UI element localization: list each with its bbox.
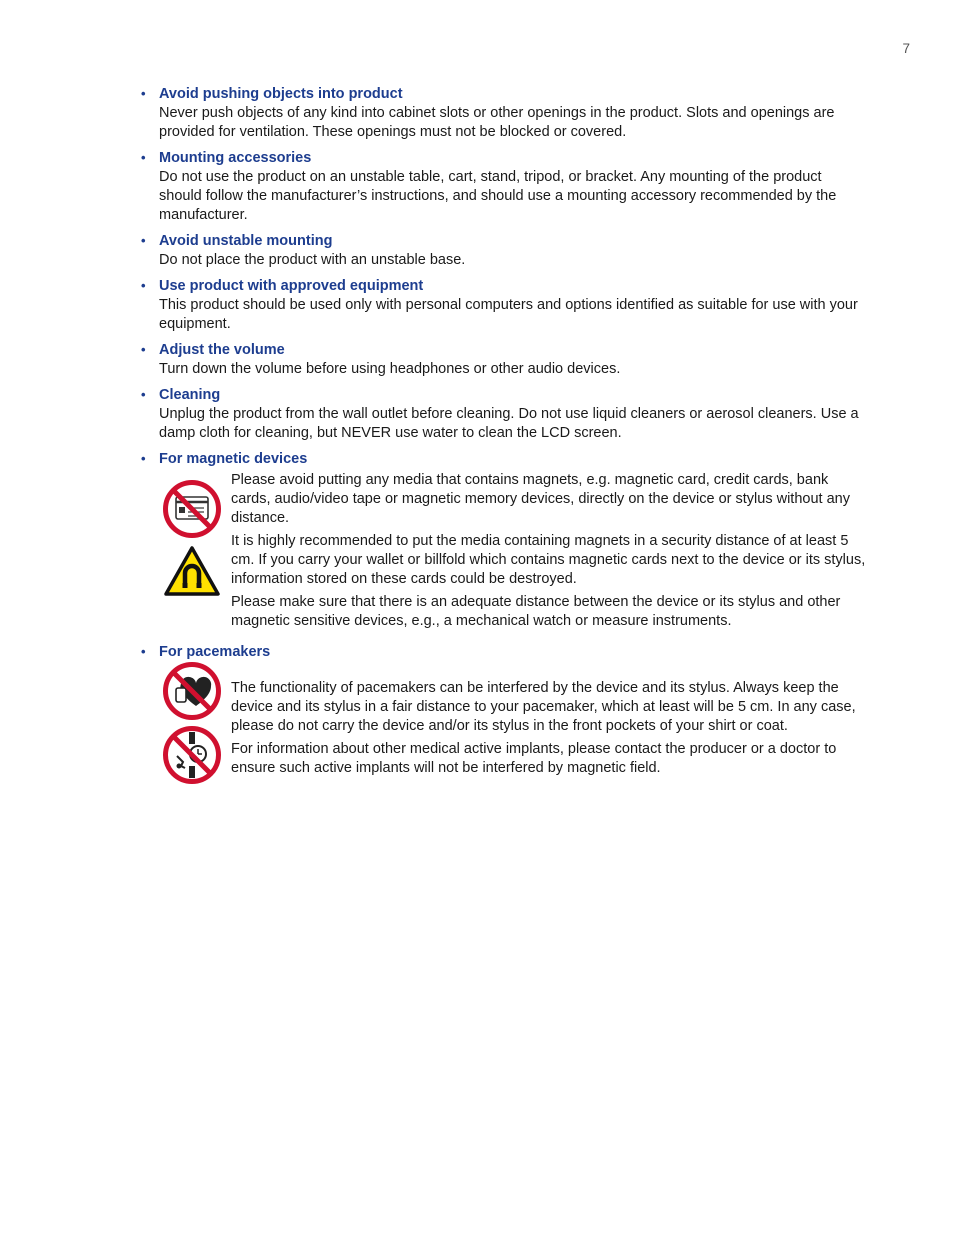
pacemaker-icon-block	[140, 662, 866, 778]
magnetic-paragraph: Please avoid putting any media that contains magnets, e.g. magnetic card, credit cards, bank cards, audio/video tape or magnetic memory devices, directly on the device or stylus without any distance.	[231, 472, 850, 526]
no-metal-implants-icon	[163, 726, 221, 784]
section-heading: Avoid pushing objects into product	[159, 86, 403, 102]
section-heading: For pacemakers	[159, 644, 271, 660]
bullet: •	[141, 451, 146, 466]
section-approved-equipment	[140, 277, 866, 334]
section-cleaning	[140, 386, 866, 443]
section-body: Do not use the product on an unstable table, cart, stand, tripod, or bracket. Any mounting of the product should follow the manufacturer’s instructions, and should use a mounting accessory recommended by the manufacturer.	[159, 169, 837, 223]
section-heading: Avoid unstable mounting	[159, 233, 333, 249]
pacemaker-paragraph: The functionality of pacemakers can be interfered by the device and its stylus. Always keep the device and its stylus in a fair distance to your pacemaker, which at least will be 5 cm. In any case, please do not carry the device and/or its stylus in the front pockets of your shirt or coat.	[231, 680, 856, 734]
section-body: Unplug the product from the wall outlet before cleaning. Do not use liquid cleaners or aerosol cleaners. Use a damp cloth for cleaning, but NEVER use water to clean the LCD screen.	[159, 406, 859, 441]
no-magnetic-cards-icon	[163, 480, 221, 538]
section-heading: Use product with approved equipment	[159, 278, 424, 294]
pacemaker-paragraph: For information about other medical active implants, please contact the producer or a doctor to ensure such active implants will not be interfered by magnetic field.	[231, 741, 837, 776]
section-avoid-pushing-objects	[140, 85, 866, 142]
section-heading: Mounting accessories	[159, 150, 312, 166]
magnetic-text	[231, 471, 866, 631]
pacemaker-icons	[163, 662, 221, 784]
section-mounting-accessories	[140, 149, 866, 225]
no-pacemaker-icon	[163, 662, 221, 720]
bullet: •	[141, 278, 146, 293]
section-heading: Cleaning	[159, 387, 221, 403]
magnetic-icon-block	[140, 471, 866, 631]
magnetic-paragraph: Please make sure that there is an adequate distance between the device or its stylus and other magnetic sensitive devices, e.g., a mechanical watch or measure instruments.	[231, 594, 841, 629]
section-heading: For magnetic devices	[159, 451, 308, 467]
section-heading: Adjust the volume	[159, 342, 285, 358]
section-body: Do not place the product with an unstable base.	[159, 252, 466, 268]
magnetic-field-warning-icon	[163, 545, 221, 597]
section-body: This product should be used only with personal computers and options identified as suitable for use with your equipment.	[159, 297, 858, 332]
bullet: •	[141, 387, 146, 402]
page-number: 7	[902, 41, 910, 56]
section-body: Turn down the volume before using headphones or other audio devices.	[159, 361, 621, 377]
bullet: •	[141, 342, 146, 357]
bullet: •	[141, 644, 146, 659]
pacemaker-text	[231, 662, 866, 778]
section-avoid-unstable-mounting	[140, 232, 866, 270]
bullet: •	[141, 86, 146, 101]
bullet: •	[141, 150, 146, 165]
magnetic-icons	[163, 480, 221, 597]
section-body: Never push objects of any kind into cabinet slots or other openings in the product. Slots and openings are provided for ventilation. These openings must not be blocked or covered.	[159, 105, 835, 140]
bullet: •	[141, 233, 146, 248]
section-magnetic-devices	[140, 450, 866, 631]
magnetic-paragraph: It is highly recommended to put the media containing magnets in a security distance of at least 5 cm. If you carry your wallet or billfold which contains magnetic cards next to the device or its stylus, information stored on these cards could be destroyed.	[231, 533, 866, 587]
section-pacemakers	[140, 643, 866, 778]
safety-content	[140, 85, 866, 785]
section-adjust-volume	[140, 341, 866, 379]
